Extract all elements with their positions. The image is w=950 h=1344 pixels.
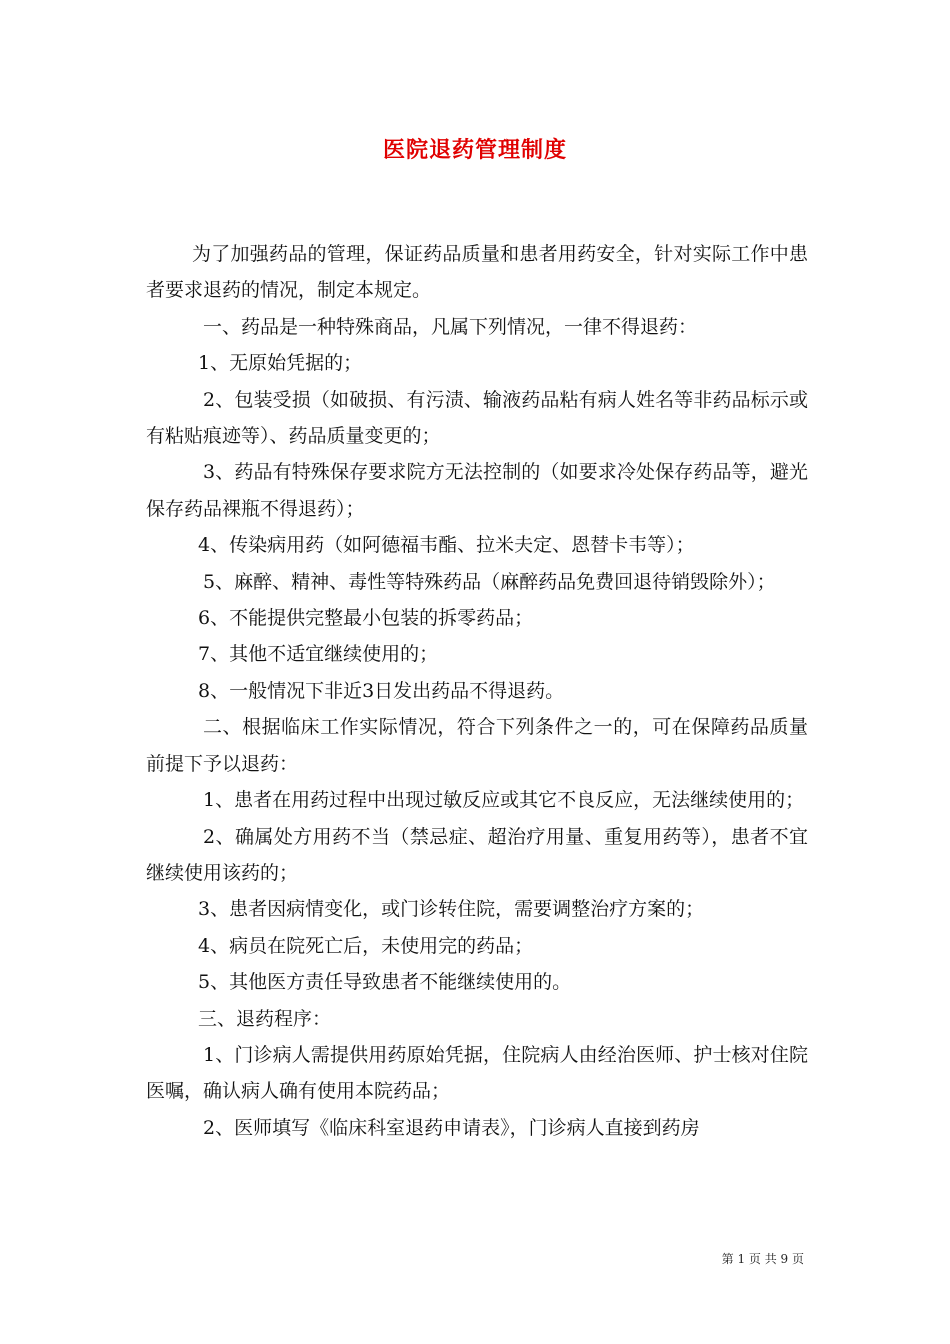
- page-number-footer: 第 1 页 共 9 页: [721, 1252, 804, 1266]
- list-item: 3、药品有特殊保存要求院方无法控制的（如要求冷处保存药品等，避光保存药品裸瓶不得退药）；: [146, 461, 808, 520]
- document-body: [146, 236, 808, 1146]
- section-heading-2: 二、根据临床工作实际情况，符合下列条件之一的，可在保障药品质量前提下予以退药：: [146, 716, 808, 775]
- list-item: 8、一般情况下非近3日发出药品不得退药。: [198, 679, 565, 702]
- section-heading-1: 一、药品是一种特殊商品，凡属下列情况，一律不得退药：: [203, 315, 698, 338]
- list-item: 5、其他医方责任导致患者不能继续使用的。: [198, 971, 572, 994]
- list-item: 4、病员在院死亡后，未使用完的药品；: [198, 934, 534, 957]
- list-item: 7、其他不适宜继续使用的；: [198, 643, 439, 666]
- paragraph-intro: 为了加强药品的管理，保证药品质量和患者用药安全，针对实际工作中患者要求退药的情况，制定本规定。: [146, 243, 808, 302]
- list-item: 5、麻醉、精神、毒性等特殊药品（麻醉药品免费回退待销毁除外）；: [203, 570, 776, 593]
- document-title: 医院退药管理制度: [382, 137, 567, 163]
- list-item: 1、患者在用药过程中出现过敏反应或其它不良反应，无法继续使用的；: [203, 789, 805, 812]
- list-item: 3、患者因病情变化，或门诊转住院，需要调整治疗方案的；: [198, 898, 705, 921]
- list-item: 4、传染病用药（如阿德福韦酯、拉米夫定、恩替卡韦等）；: [198, 534, 695, 557]
- list-item: 2、医师填写《临床科室退药申请表》，门诊病人直接到药房: [203, 1116, 700, 1139]
- list-item: 2、包装受损（如破损、有污渍、输液药品粘有病人姓名等非药品标示或有粘贴痕迹等）、药品质量变更的；: [146, 388, 808, 448]
- list-item: 6、不能提供完整最小包装的拆零药品；: [198, 607, 534, 630]
- list-item: 1、门诊病人需提供用药原始凭据，住院病人由经治医师、护士核对住院医嘱，确认病人确有使用本院药品；: [146, 1043, 808, 1103]
- list-item: 2、确属处方用药不当（禁忌症、超治疗用量、重复用药等），患者不宜继续使用该药的；: [146, 825, 808, 884]
- section-heading-3: 三、退药程序：: [198, 1007, 332, 1030]
- list-item: 1、无原始凭据的；: [198, 352, 363, 375]
